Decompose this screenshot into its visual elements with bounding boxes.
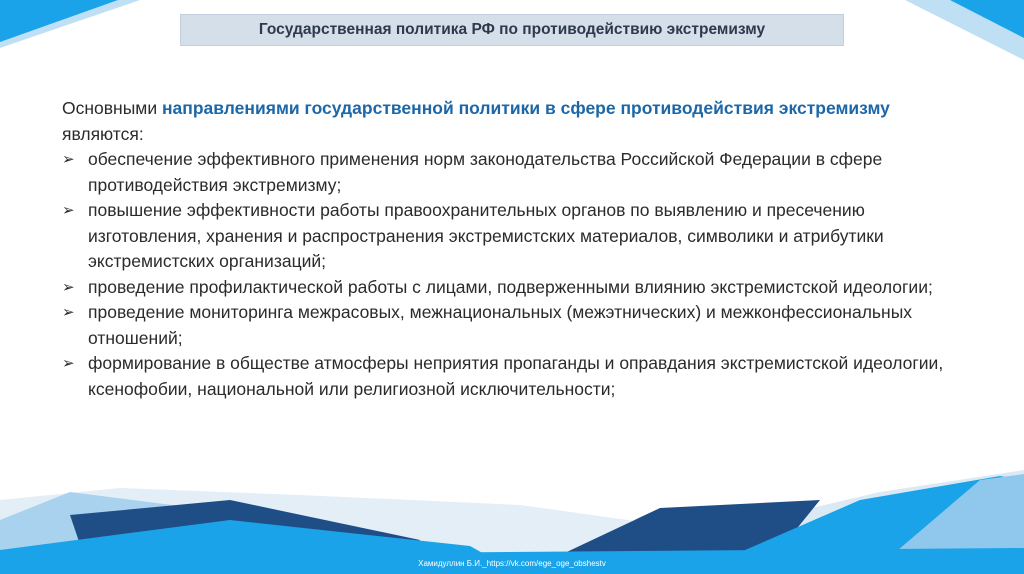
- list-item-text: формирование в обществе атмосферы неприятия пропаганды и оправдания экстремистской идеологии, ксенофобии, национальной или религиозной исключительности;: [88, 353, 944, 399]
- intro-suffix: являются:: [62, 123, 144, 144]
- intro-prefix: Основными: [62, 98, 162, 118]
- slide-content: [62, 96, 972, 402]
- arrow-bullet-icon: ➢: [62, 150, 75, 168]
- arrow-bullet-icon: ➢: [62, 277, 75, 296]
- list-item-text: проведение мониторинга межрасовых, межнациональных (межэтнических) и межконфессиональных отношений;: [88, 302, 913, 348]
- arrow-bullet-icon: ➢: [62, 354, 75, 372]
- arrow-bullet-icon: ➢: [62, 201, 75, 219]
- list-item-text: проведение профилактической работы с лицами, подверженными влиянию экстремистской идеологии;: [88, 276, 933, 297]
- slide-title: Государственная политика РФ по противодействию экстремизму: [258, 21, 766, 38]
- intro-paragraph: [62, 96, 972, 147]
- footer-credit: Хамидуллин Б.И._https://vk.com/ege_oge_obshestv: [418, 559, 606, 568]
- intro-highlight: направлениями государственной политики в сфере противодействия экстремизму: [161, 98, 890, 118]
- list-item: [62, 275, 972, 301]
- title-bar: [180, 14, 844, 46]
- list-item: [62, 351, 972, 402]
- arrow-bullet-icon: ➢: [62, 303, 75, 321]
- list-item: [62, 147, 972, 198]
- list-item: [62, 300, 972, 351]
- list-item-text: обеспечение эффективного применения норм законодательства Российской Федерации в сфере противодействия экстремизму;: [88, 149, 883, 195]
- list-item: [62, 198, 972, 275]
- list-item-text: повышение эффективности работы правоохранительных органов по выявлению и пресечению изготовления, хранения и распространения экстремистских материалов, символики и атрибутики экстремистских организаций;: [88, 200, 884, 271]
- directions-list: [62, 147, 972, 402]
